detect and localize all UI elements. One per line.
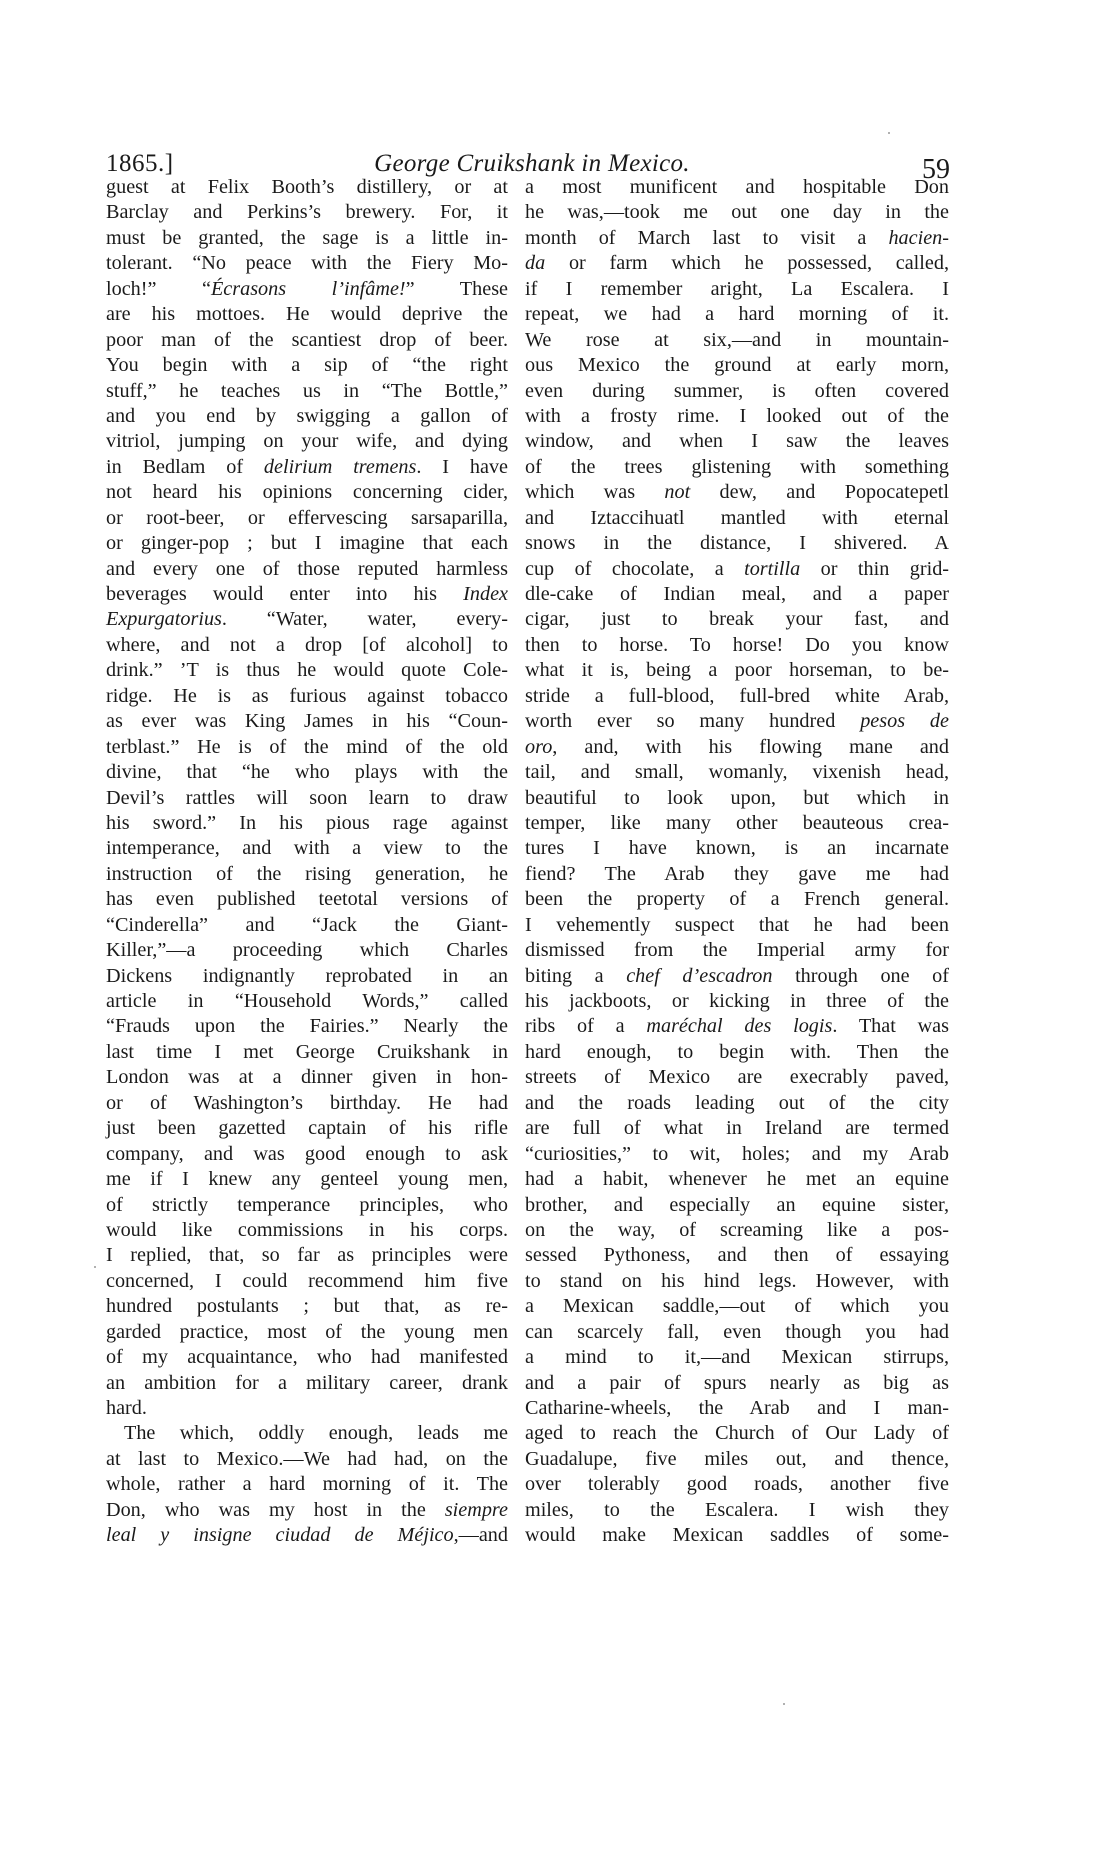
text-line: his sword.” In his pious rage against [106,811,508,834]
text-line: stride a full-blood, full-bred white Arab, [525,684,949,707]
text-line: or root-beer, or effervescing sarsaparilla, [106,506,508,529]
text-line: beautiful to look upon, but which in [525,786,949,809]
text-line: which was not dew, and Popocatepetl [525,481,949,504]
paper-speck [888,132,890,134]
text-line: on the way, of screaming like a pos- [525,1218,949,1241]
text-line: a mind to it,—and Mexican stirrups, [525,1346,949,1369]
text-line: “Frauds upon the Fairies.” Nearly the [106,1015,508,1038]
text-line: garded practice, most of the young men [106,1320,508,1343]
text-line: stuff,” he teaches us in “The Bottle,” [106,379,508,402]
text-line: drink.” ’T is thus he would quote Cole- [106,659,508,682]
text-line: Don, who was my host in the siempre [106,1498,508,1521]
text-line: and the roads leading out of the city [525,1091,949,1114]
text-line: I vehemently suspect that he had been [525,913,949,936]
text-line: an ambition for a military career, drank [106,1371,508,1394]
text-line: oro, and, with his flowing mane and [525,735,949,758]
right-text-column [525,175,949,1549]
italic-phrase: pesos de [860,710,949,733]
text-line: are full of what in Ireland are termed [525,1117,949,1140]
text-line: leal y insigne ciudad de Méjico,—and [106,1524,508,1547]
text-line: poor man of the scantiest drop of beer. [106,328,508,351]
text-line: aged to reach the Church of Our Lady of [525,1422,949,1445]
text-line: last time I met George Cruikshank in [106,1040,508,1063]
text-line: The which, oddly enough, leads me [124,1422,508,1445]
text-line: of my acquaintance, who had manifested [106,1346,508,1369]
text-line: snows in the distance, I shivered. A [525,532,949,555]
text-line: of the trees glistening with something [525,455,949,478]
text-line: to stand on his hind legs. However, with [525,1269,949,1292]
text-line: had a habit, whenever he met an equine [525,1168,949,1191]
text-line: even during summer, is often covered [525,379,949,402]
text-line: Devil’s rattles will soon learn to draw [106,786,508,809]
page-number: 59 [922,154,950,185]
italic-phrase: chef d’escadron [626,964,773,987]
italic-phrase: siempre [444,1498,508,1521]
italic-phrase: Index [463,583,508,605]
text-line: been the property of a French general. [525,888,949,911]
text-line: Barclay and Perkins’s brewery. For, it [106,201,508,224]
italic-phrase: delirium tremens [263,455,417,478]
text-line: fiend? The Arab they gave me had [525,862,949,885]
text-line: with a frosty rime. I looked out of the [525,404,949,427]
text-line: and Iztaccihuatl mantled with eternal [525,506,949,529]
text-line: where, and not a drop [of alcohol] to [106,633,508,656]
text-line: tures I have known, is an incarnate [525,837,949,860]
text-line: must be granted, the sage is a little in- [106,226,508,249]
text-line: Killer,”—a proceeding which Charles [106,939,508,962]
text-line: in Bedlam of delirium tremens. I have [106,455,508,478]
text-line: just been gazetted captain of his rifle [106,1117,508,1140]
text-line: temper, like many other beauteous crea- [525,811,949,834]
paper-speck [783,1703,785,1705]
text-line: or of Washington’s birthday. He had [106,1091,508,1114]
text-line: what it is, being a poor horseman, to be- [525,659,949,682]
text-line: not heard his opinions concerning cider, [106,481,508,504]
text-line: ous Mexico the ground at early morn, [525,354,949,377]
italic-phrase: maréchal des logis [646,1015,833,1038]
text-line: and you end by swigging a gallon of [106,404,508,427]
text-line: tail, and small, womanly, vixenish head, [525,761,949,784]
text-line: hundred postulants ; but that, as re- [106,1295,508,1318]
text-line: Expurgatorius. “Water, water, every- [106,608,508,631]
text-line: over tolerably good roads, another five [525,1473,949,1496]
text-line: worth ever so many hundred pesos de [525,710,949,733]
text-line: intemperance, and with a view to the [106,837,508,860]
italic-phrase: oro [525,735,553,758]
text-line: would make Mexican saddles of some- [525,1524,949,1547]
text-line: divine, that “he who plays with the [106,761,508,784]
text-line: repeat, we had a hard morning of it. [525,303,949,326]
text-line: as ever was King James in his “Coun- [106,710,508,733]
text-line: dle-cake of Indian meal, and a paper [525,583,949,605]
text-line: company, and was good enough to ask [106,1142,508,1165]
text-line: Dickens indignantly reprobated in an [106,964,508,987]
text-line: tolerant. “No peace with the Fiery Mo- [106,252,508,275]
text-line: hard. [106,1397,147,1419]
italic-phrase: Écrasons l’infâme! [210,277,406,300]
text-line: can scarcely fall, even though you had [525,1320,949,1343]
text-line: brother, and especially an equine sister, [525,1193,949,1216]
text-line: at last to Mexico.—We had had, on the [106,1447,508,1470]
text-line: vitriol, jumping on your wife, and dying [106,430,508,453]
text-line: a most munificent and hospitable Don [525,176,949,198]
text-line: terblast.” He is of the mind of the old [106,735,508,758]
text-line: da or farm which he possessed, called, [525,252,949,275]
text-line: and every one of those reputed harmless [106,557,508,580]
text-line: are his mottoes. He would deprive the [106,303,508,326]
text-line: instruction of the rising generation, he [106,862,508,885]
text-line: concerned, I could recommend him five [106,1269,508,1292]
text-line: “Cinderella” and “Jack the Giant- [106,913,508,936]
text-line: Catharine-wheels, the Arab and I man- [525,1397,949,1419]
left-text-column [106,175,508,1549]
text-line: me if I knew any genteel young men, [106,1168,508,1191]
italic-phrase: tortilla [744,557,801,580]
text-line: a Mexican saddle,—out of which you [525,1295,949,1318]
text-line: or ginger-pop ; but I imagine that each [106,532,508,555]
text-line: would like commissions in his corps. [106,1218,508,1241]
text-line: has even published teetotal versions of [106,888,508,911]
text-line: then to horse. To horse! Do you know [525,633,949,656]
text-line: article in “Household Words,” called [106,990,508,1012]
text-line: sessed Pythoness, and then of essaying [525,1244,949,1267]
text-line: cigar, just to break your fast, and [525,608,949,631]
text-line: streets of Mexico are execrably paved, [525,1066,949,1089]
text-line: loch!” “Écrasons l’infâme!” These [106,277,509,300]
italic-phrase: leal y insigne ciudad de Méjico [106,1524,454,1547]
text-line: hard enough, to begin with. Then the [525,1040,949,1063]
italic-phrase: Expurgatorius [106,608,222,631]
text-line: London was at a dinner given in hon- [106,1066,508,1089]
text-line: dismissed from the Imperial army for [525,939,949,962]
italic-phrase: hacien- [888,226,949,249]
text-line: beverages would enter into his Index [106,583,508,605]
text-line: We rose at six,—and in mountain- [525,328,949,351]
text-line: he was,—took me out one day in the [525,201,949,224]
text-line: ridge. He is as furious against tobacco [106,684,508,707]
paper-speck [94,1266,96,1268]
text-line: window, and when I saw the leaves [525,430,949,453]
italic-phrase: da [525,252,546,275]
text-line: I replied, that, so far as principles were [106,1244,508,1267]
running-head-year: 1865.] [106,150,174,177]
text-line: You begin with a sip of “the right [106,354,508,377]
text-line: ribs of a maréchal des logis. That was [525,1015,949,1038]
text-line: his jackboots, or kicking in three of the [525,990,949,1012]
text-line: guest at Felix Booth’s distillery, or at [106,176,508,198]
text-line: whole, rather a hard morning of it. The [106,1473,508,1496]
text-line: and a pair of spurs nearly as big as [525,1371,949,1394]
text-line: “curiosities,” to wit, holes; and my Arab [525,1142,949,1165]
text-line: of strictly temperance principles, who [106,1193,508,1216]
text-line: month of March last to visit a hacien- [525,226,949,249]
text-line: biting a chef d’escadron through one of [525,964,949,987]
running-head-title: George Cruikshank in Mexico. [374,150,690,177]
text-line: if I remember aright, La Escalera. I [525,277,949,300]
text-line: cup of chocolate, a tortilla or thin grid- [525,557,950,580]
text-line: Guadalupe, five miles out, and thence, [525,1447,949,1470]
italic-phrase: not [664,481,691,504]
text-line: miles, to the Escalera. I wish they [525,1498,949,1521]
